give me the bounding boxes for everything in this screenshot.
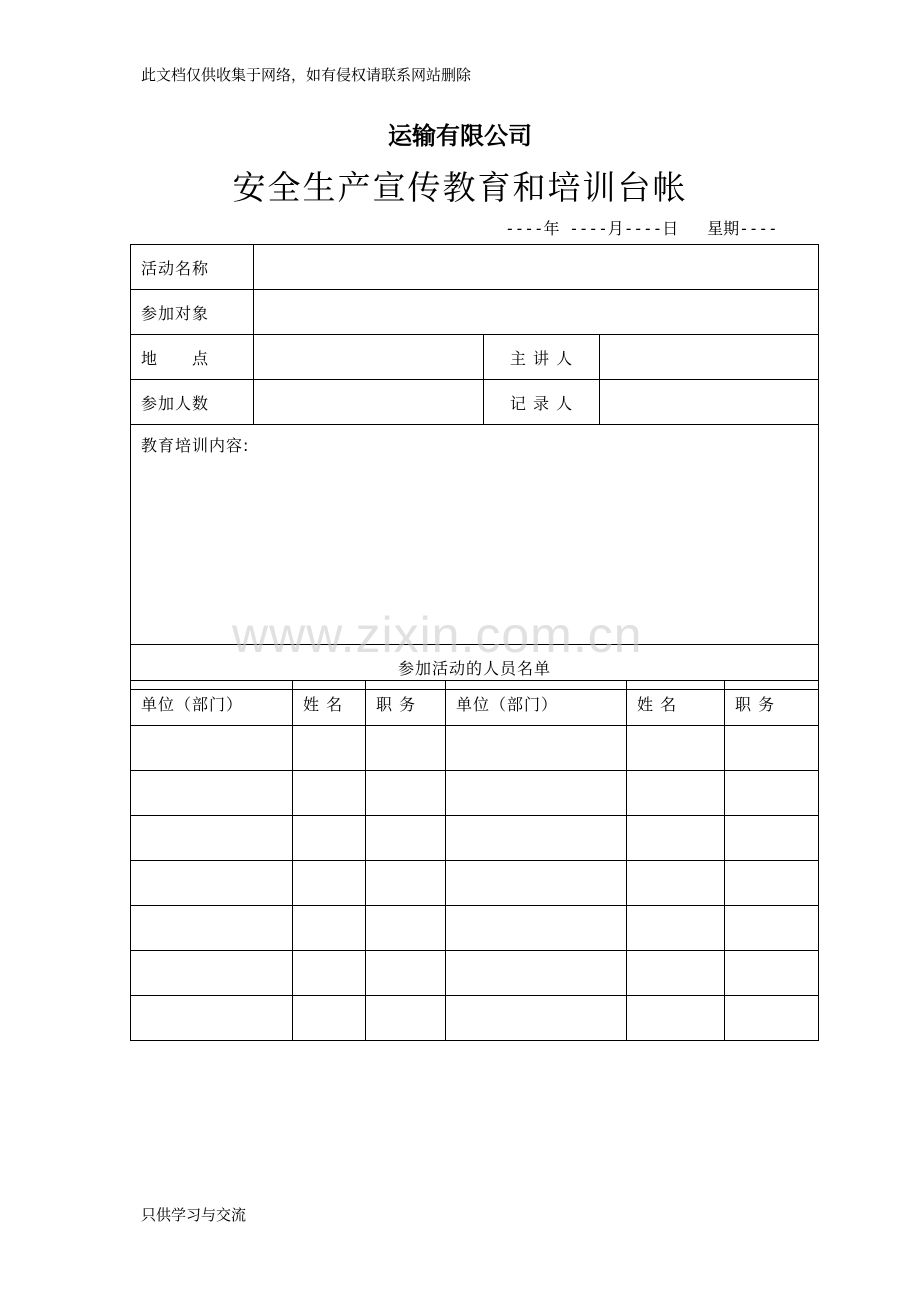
training-content-label: 教育培训内容: <box>141 436 250 455</box>
roster-cell[interactable] <box>725 906 819 951</box>
roster-cell[interactable] <box>446 816 627 861</box>
roster-header-row <box>131 681 819 726</box>
col-header-unit-2: 单位（部门） <box>446 681 627 726</box>
table-row <box>131 951 819 996</box>
roster-cell[interactable] <box>293 996 366 1041</box>
speaker-field[interactable] <box>600 335 819 380</box>
table-row <box>131 380 819 425</box>
roster-cell[interactable] <box>627 906 725 951</box>
col-header-unit: 单位（部门） <box>131 681 293 726</box>
document-title: 安全生产宣传教育和培训台帐 <box>232 168 688 207</box>
activity-name-field[interactable] <box>254 245 819 290</box>
table-row <box>131 996 819 1041</box>
roster-cell[interactable] <box>131 816 293 861</box>
col-header-title: 职 务 <box>366 681 446 726</box>
footer-note: 只供学习与交流 <box>141 1206 247 1224</box>
activity-name-label: 活动名称 <box>131 245 254 290</box>
roster-cell[interactable] <box>131 951 293 996</box>
recorder-field[interactable] <box>600 380 819 425</box>
roster-cell[interactable] <box>627 996 725 1041</box>
roster-cell[interactable] <box>366 951 446 996</box>
roster-cell[interactable] <box>725 726 819 771</box>
col-header-name-2: 姓 名 <box>627 681 725 726</box>
roster-cell[interactable] <box>446 726 627 771</box>
table-row <box>131 335 819 380</box>
table-row <box>131 816 819 861</box>
recorder-label: 记 录 人 <box>484 380 600 425</box>
roster-cell[interactable] <box>293 951 366 996</box>
roster-cell[interactable] <box>131 771 293 816</box>
roster-cell[interactable] <box>366 816 446 861</box>
roster-cell[interactable] <box>293 726 366 771</box>
roster-title: 参加活动的人员名单 <box>131 645 819 690</box>
speaker-label: 主 讲 人 <box>484 335 600 380</box>
col-header-name: 姓 名 <box>293 681 366 726</box>
count-label: 参加人数 <box>131 380 254 425</box>
roster-cell[interactable] <box>446 771 627 816</box>
roster-cell[interactable] <box>293 906 366 951</box>
roster-cell[interactable] <box>627 726 725 771</box>
roster-cell[interactable] <box>627 861 725 906</box>
participants-field[interactable] <box>254 290 819 335</box>
roster-cell[interactable] <box>627 771 725 816</box>
header-note: 此文档仅供收集于网络，如有侵权请联系网站删除 <box>141 66 472 84</box>
location-label: 地 点 <box>131 335 254 380</box>
roster-cell[interactable] <box>131 906 293 951</box>
location-field[interactable] <box>254 335 484 380</box>
roster-cell[interactable] <box>366 996 446 1041</box>
roster-cell[interactable] <box>366 726 446 771</box>
table-row <box>131 290 819 335</box>
roster-cell[interactable] <box>293 771 366 816</box>
col-header-title-2: 职 务 <box>725 681 819 726</box>
roster-cell[interactable] <box>293 816 366 861</box>
company-name: 运输有限公司 <box>388 122 532 150</box>
table-row <box>131 726 819 771</box>
roster-cell[interactable] <box>293 861 366 906</box>
table-row <box>131 906 819 951</box>
roster-cell[interactable] <box>725 816 819 861</box>
roster-cell[interactable] <box>366 861 446 906</box>
participants-label: 参加对象 <box>131 290 254 335</box>
roster-cell[interactable] <box>627 951 725 996</box>
roster-body <box>131 726 819 1041</box>
roster-cell[interactable] <box>446 861 627 906</box>
roster-cell[interactable] <box>725 861 819 906</box>
roster-cell[interactable] <box>446 906 627 951</box>
roster-cell[interactable] <box>131 861 293 906</box>
roster-cell[interactable] <box>446 996 627 1041</box>
roster-cell[interactable] <box>446 951 627 996</box>
table-row <box>131 861 819 906</box>
roster-cell[interactable] <box>366 906 446 951</box>
roster-cell[interactable] <box>725 771 819 816</box>
roster-cell[interactable] <box>725 996 819 1041</box>
roster-cell[interactable] <box>725 951 819 996</box>
roster-cell[interactable] <box>131 726 293 771</box>
watermark: www.zixin.com.cn <box>232 607 643 663</box>
roster-cell[interactable] <box>131 996 293 1041</box>
roster-table <box>130 680 819 1041</box>
roster-cell[interactable] <box>366 771 446 816</box>
table-row <box>131 245 819 290</box>
table-row <box>131 771 819 816</box>
roster-cell[interactable] <box>627 816 725 861</box>
count-field[interactable] <box>254 380 484 425</box>
date-line: ----年 ----月----日 星期---- <box>505 219 778 238</box>
